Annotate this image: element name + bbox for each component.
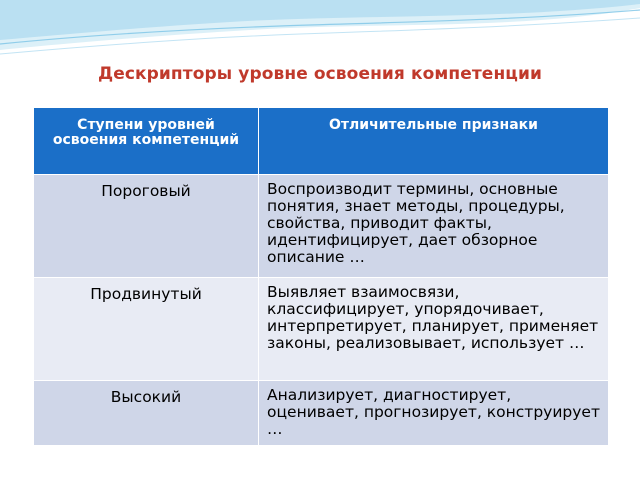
table-row [34, 278, 609, 381]
header-levels: Ступени уровней освоения компетенций [34, 108, 259, 175]
descriptors-table [33, 107, 609, 446]
table-row [34, 175, 609, 278]
features-cell: Воспроизводит термины, основные понятия, знает методы, процедуры, свойства, приводит факты, идентифицирует, дает обзорное описание … [259, 175, 609, 278]
decorative-wave-header [0, 0, 640, 70]
features-cell: Анализирует, диагностирует, оценивает, прогнозирует, конструирует … [259, 381, 609, 446]
features-cell: Выявляет взаимосвязи, классифицирует, упорядочивает, интерпретирует, планирует, применяет законы, реализовывает, использует … [259, 278, 609, 381]
table-row [34, 381, 609, 446]
level-cell: Высокий [34, 381, 259, 446]
level-cell: Продвинутый [34, 278, 259, 381]
level-cell: Пороговый [34, 175, 259, 278]
table-header-row [34, 108, 609, 175]
slide-title: Дескрипторы уровне освоения компетенции [97, 64, 543, 84]
header-features: Отличительные признаки [259, 108, 609, 175]
